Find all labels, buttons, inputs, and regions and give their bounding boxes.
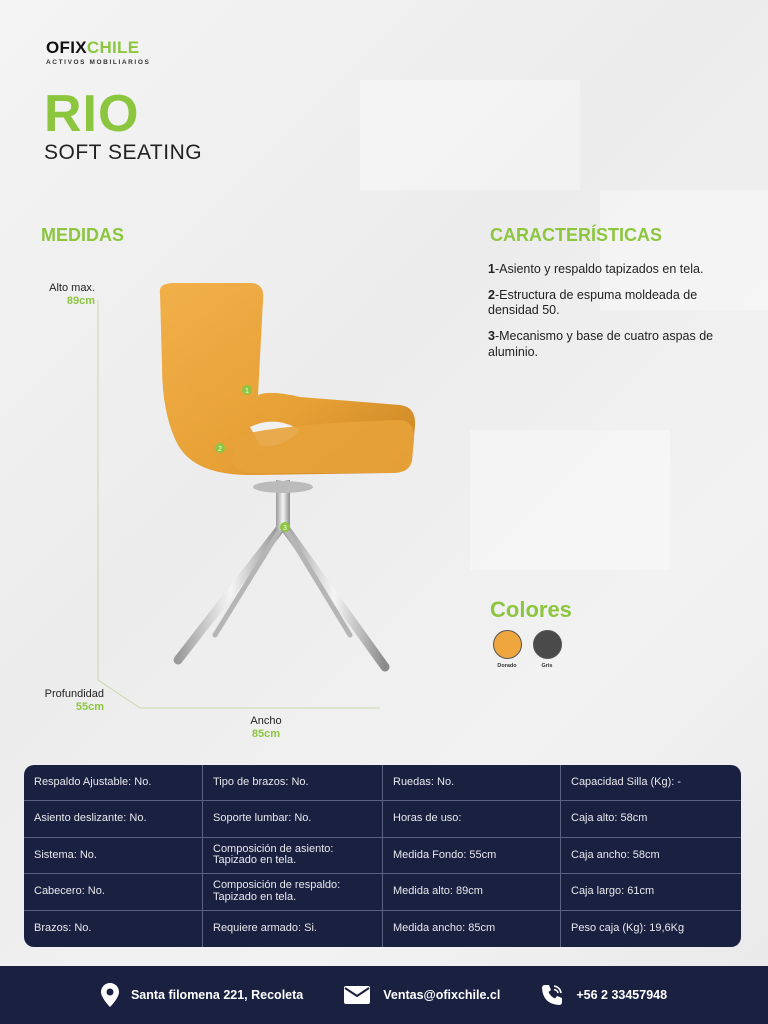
- svg-text:3: 3: [283, 525, 287, 532]
- spec-cell: Caja ancho: 58cm: [561, 838, 741, 874]
- medidas-heading: MEDIDAS: [41, 225, 125, 245]
- footer-bar: [0, 966, 768, 1024]
- chair-illustration: [100, 275, 440, 715]
- color-swatch-gris: Gris: [532, 630, 562, 669]
- spec-cell: Caja alto: 58cm: [561, 801, 741, 837]
- svg-text:2: 2: [218, 446, 222, 453]
- spec-cell: Composición de respaldo: Tapizado en tela.: [203, 874, 383, 910]
- spec-cell: Medida alto: 89cm: [383, 874, 561, 910]
- spec-cell: Soporte lumbar: No.: [203, 801, 383, 837]
- spec-cell: Composición de asiento: Tapizado en tela.: [203, 838, 383, 874]
- spec-cell: Sistema: No.: [24, 838, 203, 874]
- caracteristicas-heading: CARACTERÍSTICAS: [490, 225, 663, 245]
- color-swatches: [492, 630, 562, 669]
- dimension-alto: Alto max. 89cm: [49, 282, 95, 308]
- product-title: RIO: [44, 85, 140, 143]
- product-subtitle: SOFT SEATING: [44, 141, 203, 164]
- location-pin-icon: [101, 983, 119, 1007]
- spec-cell: Capacidad Silla (Kg): -: [561, 765, 741, 801]
- spec-cell: Brazos: No.: [24, 911, 203, 947]
- feature-item: 2-Estructura de espuma moldeada de densidad 50.: [488, 287, 698, 318]
- footer-email[interactable]: Ventas@ofixchile.cl: [343, 985, 500, 1005]
- dimension-ancho: Ancho 85cm: [250, 715, 282, 741]
- svg-text:1: 1: [245, 388, 249, 395]
- swatch-dot: [533, 630, 562, 659]
- spec-cell: Tipo de brazos: No.: [203, 765, 383, 801]
- spec-cell: Requiere armado: Si.: [203, 911, 383, 947]
- brand-name: OFIXCHILE: [46, 38, 140, 57]
- spec-cell: Medida ancho: 85cm: [383, 911, 561, 947]
- spec-cell: Asiento deslizante: No.: [24, 801, 203, 837]
- email-icon: [343, 985, 371, 1005]
- spec-cell: Peso caja (Kg): 19,6Kg: [571, 922, 685, 935]
- swatch-dot: [493, 630, 522, 659]
- spec-cell: Cabecero: No.: [24, 874, 203, 910]
- color-swatch-dorado: Dorado: [492, 630, 522, 669]
- spec-cell: Medida Fondo: 55cm: [383, 838, 561, 874]
- spec-cell: Horas de uso:: [383, 801, 561, 837]
- footer-phone[interactable]: +56 2 33457948: [540, 983, 667, 1007]
- feature-item: 1-Asiento y respaldo tapizados en tela.: [488, 262, 704, 276]
- specs-table: [24, 765, 741, 947]
- brand-tagline: ACTIVOS MOBILIARIOS: [46, 59, 151, 66]
- dimension-profundidad: Profundidad 55cm: [44, 688, 104, 714]
- colores-heading: Colores: [490, 597, 572, 622]
- footer-address: Santa filomena 221, Recoleta: [101, 983, 303, 1007]
- spec-cell: Caja largo: 61cm: [561, 874, 741, 910]
- spec-cell: Respaldo Ajustable: No.: [24, 765, 203, 801]
- spec-cell: Ruedas: No.: [383, 765, 561, 801]
- phone-icon: [540, 983, 564, 1007]
- feature-item: 3-Mecanismo y base de cuatro aspas de aluminio.: [488, 328, 714, 359]
